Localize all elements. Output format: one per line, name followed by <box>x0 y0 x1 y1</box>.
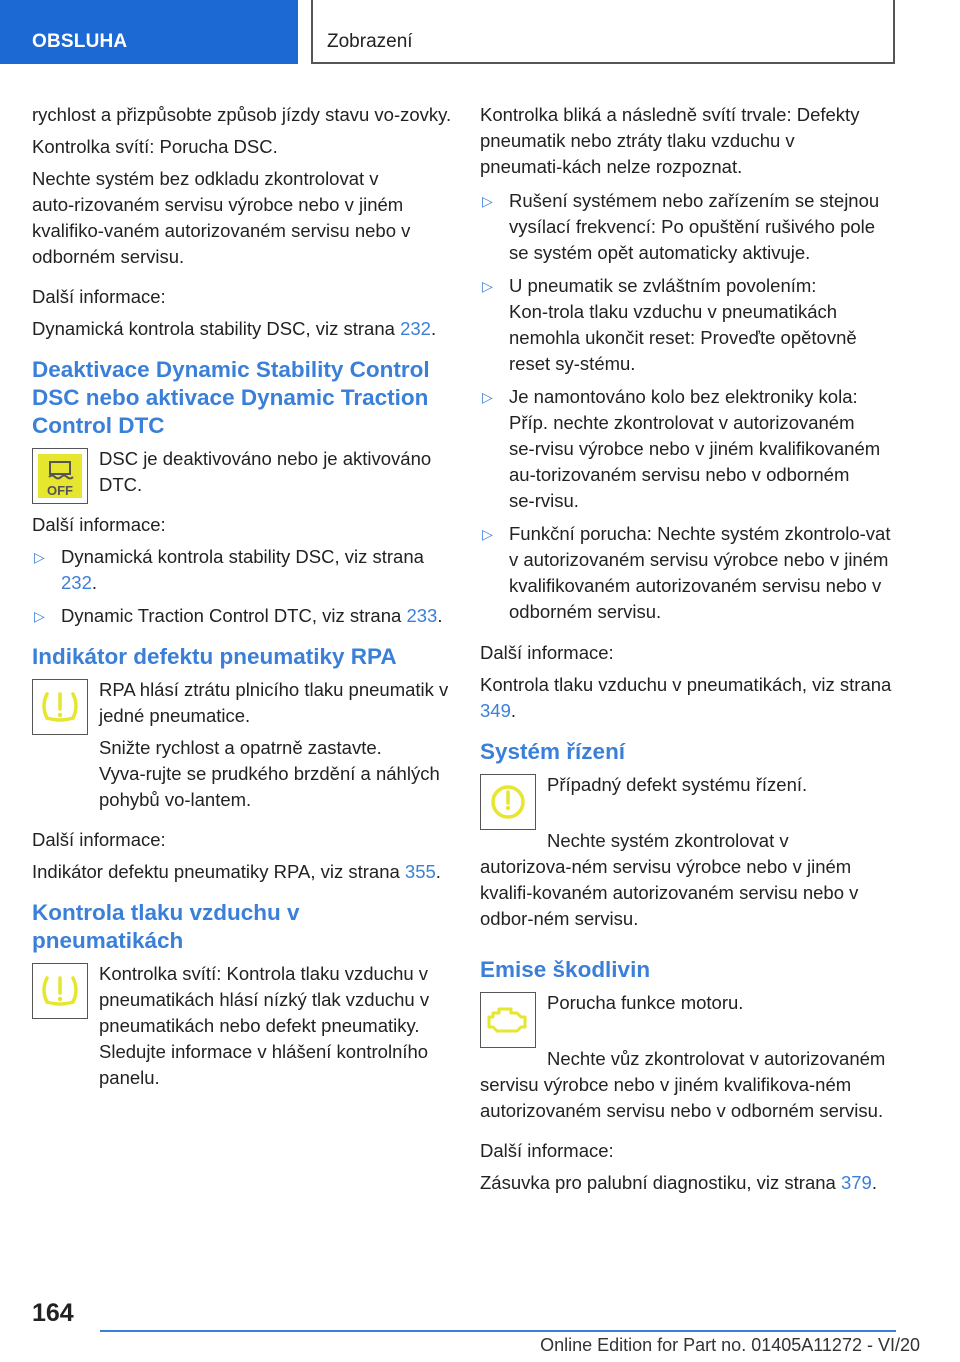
triangle-bullet-icon: ▷ <box>34 549 45 565</box>
heading-dsc: Deaktivace Dynamic Stability Control DSC nebo aktivace Dynamic Traction Control DTC <box>32 357 430 438</box>
more-info-label: Další informace: <box>32 514 166 535</box>
dsc-off-icon <box>32 448 88 504</box>
warning-rpa <box>32 677 452 735</box>
list-item: ▷ Je namontováno kolo bez elektroniky kola: Příp. nechte zkontrolovat v autorizovaném se‑rvisu výrobce nebo v jiném kvalifikovaném au‑torizovaném servisu nebo v odborném se‑rvisu. <box>482 386 881 511</box>
more-info-ref: Kontrola tlaku vzduchu v pneumatikách, viz strana 349. <box>480 674 892 721</box>
more-info-ref: Dynamická kontrola stability DSC, viz strana 232. <box>32 318 437 339</box>
more-info-ref: Zásuvka pro palubní diagnostiku, viz strana 379. <box>480 1172 877 1193</box>
more-info-ref: Indikátor defektu pneumatiky RPA, viz strana 355. <box>32 861 441 882</box>
more-info-label: Další informace: <box>480 642 614 663</box>
paragraph: Nechte systém bez odkladu zkontrolovat v auto‑rizovaném servisu výrobce nebo v jiném kvalifiko‑vaném autorizovaném servisu nebo v odborném servisu. <box>32 168 411 267</box>
triangle-bullet-icon: ▷ <box>482 526 493 542</box>
page-link[interactable]: 233 <box>406 605 438 626</box>
warning-text: Kontrolka svítí: Kontrola tlaku vzduchu v pneumatikách hlásí nízký tlak vzduchu v pneumatikách nebo defekt pneumatiky. Sledujte informace v hlášení kontrolního panelu. <box>99 963 430 1088</box>
tire-pressure-warning-icon <box>32 963 88 1019</box>
edition-text: Online Edition for Part no. 01405A11272 - VI/20 <box>540 1335 920 1355</box>
warning-dsc-off <box>32 446 452 504</box>
paragraph: Nechte vůz zkontrolovat v autorizovaném servisu výrobce nebo v jiném kvalifikova‑ném autorizovaném servisu nebo v odborném servisu. <box>480 1048 886 1121</box>
page-link[interactable]: 232 <box>61 572 92 593</box>
warning-emissions <box>480 990 896 1048</box>
heading-emissions: Emise škodlivin <box>480 957 651 982</box>
paragraph: Nechte systém zkontrolovat v autorizova‑ném servisu výrobce nebo v jiném kvalifi‑kovaném autorizovaném servisu nebo v odbor‑ném servisu. <box>480 830 859 929</box>
warning-text: Případný defekt systému řízení. <box>547 774 808 795</box>
warning-text: RPA hlásí ztrátu plnicího tlaku pneumatik v jedné pneumatice. <box>99 679 449 726</box>
left-column <box>32 102 452 1097</box>
more-info-label: Další informace: <box>32 286 166 307</box>
right-column <box>480 102 896 1202</box>
heading-tire-pressure: Kontrola tlaku vzduchu v pneumatikách <box>32 900 300 953</box>
paragraph: Snižte rychlost a opatrně zastavte. Vyva‑rujte se prudkého brzdění a náhlých pohybů vo‑lantem. <box>99 737 440 810</box>
heading-steering: Systém řízení <box>480 739 626 764</box>
page-number: 164 <box>32 1299 74 1327</box>
tire-pressure-warning-icon <box>32 679 88 735</box>
triangle-bullet-icon: ▷ <box>34 608 45 624</box>
page-header <box>0 0 960 66</box>
warning-text: Porucha funkce motoru. <box>547 992 744 1013</box>
paragraph: Kontrolka svítí: Porucha DSC. <box>32 136 278 157</box>
steering-warning-icon <box>480 774 536 830</box>
list-item: ▷ Rušení systémem nebo zařízením se stejnou vysílací frekvencí: Po opuštění rušivého pole se systém opět automaticky aktivuje. <box>482 190 880 263</box>
page-link[interactable]: 232 <box>400 318 431 339</box>
triangle-bullet-icon: ▷ <box>482 278 493 294</box>
warning-steering <box>480 772 896 830</box>
more-info-label: Další informace: <box>32 829 166 850</box>
list-item: ▷ Dynamic Traction Control DTC, viz strana 233. <box>32 603 452 629</box>
engine-warning-icon <box>480 992 536 1048</box>
page-link[interactable]: 379 <box>840 1172 872 1193</box>
list-item: ▷ Funkční porucha: Nechte systém zkontrolo‑vat v autorizovaném servisu výrobce nebo v jiném kvalifikovaném autorizovaném servisu nebo v odborném servisu. <box>482 523 891 622</box>
dsc-reference-list <box>32 544 452 629</box>
warning-text: DSC je deaktivováno nebo je aktivováno DTC. <box>99 448 432 495</box>
list-item: ▷ Dynamická kontrola stability DSC, viz strana 232. <box>34 546 424 593</box>
triangle-bullet-icon: ▷ <box>482 389 493 405</box>
heading-rpa: Indikátor defektu pneumatiky RPA <box>32 644 397 669</box>
triangle-bullet-icon: ▷ <box>482 193 493 209</box>
page-link[interactable]: 355 <box>404 861 436 882</box>
chapter-title: Zobrazení <box>311 0 895 64</box>
list-item: ▷ U pneumatik se zvláštním povolením: Kon‑trola tlaku vzduchu v pneumatikách nemohla ukončit reset: Proveďte opětovně reset sy‑stému. <box>482 275 857 374</box>
off-label: OFF <box>47 483 73 498</box>
cause-list <box>480 188 896 625</box>
more-info-label: Další informace: <box>480 1140 614 1161</box>
paragraph: rychlost a přizpůsobte způsob jízdy stavu vo‑zovky. <box>32 104 452 125</box>
warning-tpm <box>32 961 452 1097</box>
section-tab: OBSLUHA <box>0 0 298 64</box>
page-link[interactable]: 349 <box>480 700 511 721</box>
paragraph: Kontrolka bliká a následně svítí trvale: Defekty pneumatik nebo ztráty tlaku vzduchu v pneumati‑kách nelze rozpoznat. <box>480 104 860 177</box>
